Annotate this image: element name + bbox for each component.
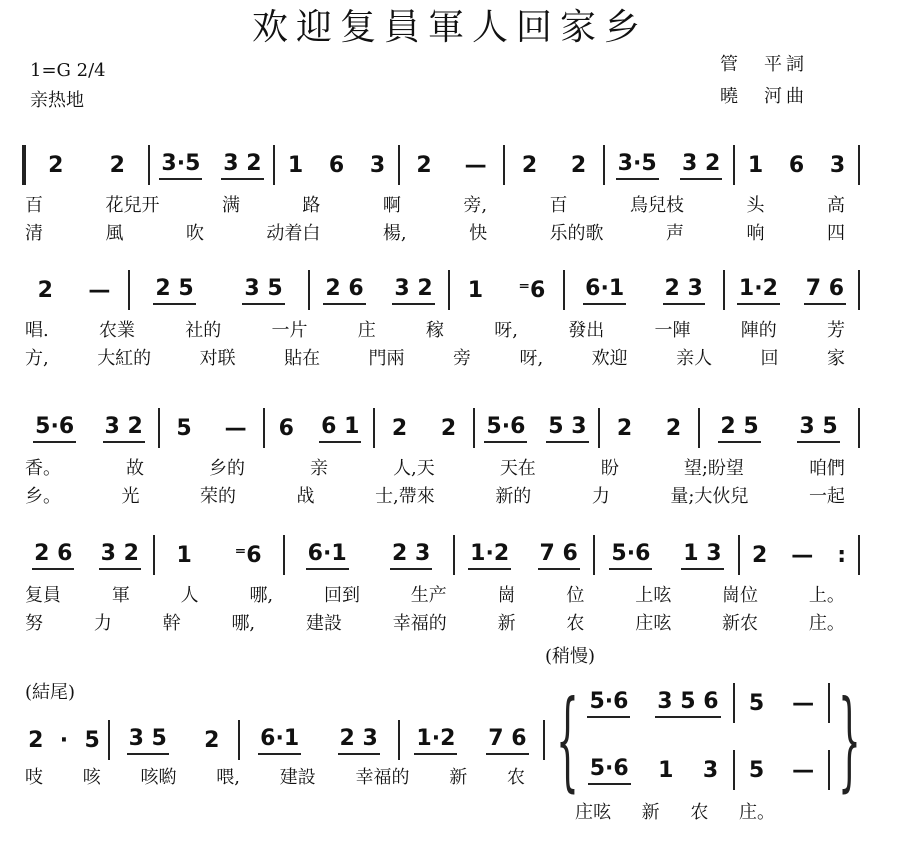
lyric-syllable: 唱. xyxy=(25,320,49,341)
note: 2 6 xyxy=(32,541,74,570)
song-title: 欢迎复員軍人回家乡 xyxy=(251,7,648,48)
note: 5 xyxy=(748,690,765,716)
note: 2 5 xyxy=(718,414,760,443)
note: 1·2 xyxy=(414,726,457,755)
measure xyxy=(600,408,700,448)
note: 3 5 xyxy=(127,726,169,755)
lyric-syllable: 貼在 xyxy=(284,348,321,369)
lyric-syllable: 光 xyxy=(121,486,140,507)
note: 3 2 xyxy=(221,151,263,180)
note: 2 xyxy=(204,727,220,753)
note: 2 3 xyxy=(663,276,705,305)
lyric-syllable: 声 xyxy=(666,223,685,244)
lyric-syllable: 高 xyxy=(826,195,845,216)
lyric-syllable: 快 xyxy=(469,223,488,244)
note: — xyxy=(792,757,815,783)
lyric-syllable: 农 xyxy=(690,802,709,823)
note: — xyxy=(224,415,247,441)
measure xyxy=(130,270,310,310)
note: 3 5 xyxy=(242,276,284,305)
measure xyxy=(595,535,740,575)
lyric-syllable: 头 xyxy=(746,195,765,216)
lyric-syllable: 百 xyxy=(25,195,43,216)
lyrics-line xyxy=(575,802,775,824)
note: 7 6 xyxy=(804,276,846,305)
lyric-syllable: 幸福的 xyxy=(355,767,410,788)
lyric-syllable: 对联 xyxy=(199,348,236,369)
note: 3·5 xyxy=(616,151,659,180)
note: 3 xyxy=(829,152,846,178)
lyric-syllable: 新 xyxy=(497,613,516,634)
measure xyxy=(605,145,735,185)
measure xyxy=(475,408,600,448)
lyric-syllable: 四 xyxy=(826,223,845,244)
lyric-syllable: 呀, xyxy=(494,320,518,341)
lyric-syllable: 方, xyxy=(25,348,49,369)
lyric-syllable: 动着白 xyxy=(266,223,321,244)
note: 1 xyxy=(467,277,483,303)
note: 5 xyxy=(748,757,765,783)
lyric-syllable: 庄呟 xyxy=(575,802,611,823)
note: 1·2 xyxy=(468,541,511,570)
measure xyxy=(400,145,505,185)
note: 5·6 xyxy=(588,756,631,785)
note: 1 xyxy=(176,542,192,568)
lyric-syllable: 咳喲 xyxy=(140,767,177,788)
lyrics-line xyxy=(25,458,845,480)
lyric-syllable: 响 xyxy=(746,223,765,244)
lyrics-line xyxy=(25,585,845,607)
measure xyxy=(735,750,830,790)
lyric-syllable: 一片 xyxy=(271,320,308,341)
measure xyxy=(310,270,450,310)
note: 3 2 xyxy=(99,541,141,570)
lyric-syllable: 哪, xyxy=(249,585,274,606)
tempo-marking: 亲热地 xyxy=(30,90,84,111)
measure xyxy=(575,750,735,790)
lyrics-line xyxy=(25,320,845,342)
note: 1 xyxy=(287,152,304,178)
note: 2 xyxy=(416,152,432,178)
lyric-syllable: 乡。 xyxy=(25,486,61,507)
lyric-syllable: 人 xyxy=(180,585,199,606)
note: 6 xyxy=(788,152,805,178)
lyric-syllable: 旁, xyxy=(463,195,488,216)
left-brace: { xyxy=(556,681,579,804)
lyric-syllable: 农 xyxy=(566,613,585,634)
lyric-syllable: 吱 xyxy=(25,767,43,788)
lyric-syllable: 呀, xyxy=(519,348,544,369)
lyric-syllable: 清 xyxy=(25,223,43,244)
note: — xyxy=(88,277,111,303)
lyric-syllable: 家 xyxy=(827,348,845,369)
note: 2 xyxy=(440,415,457,441)
lyric-syllable: 满 xyxy=(221,195,240,216)
lyric-syllable: 啊 xyxy=(382,195,401,216)
note: 7 6 xyxy=(486,726,528,755)
lyric-syllable: 建設 xyxy=(279,767,316,788)
measure xyxy=(265,408,375,448)
note: 1·2 xyxy=(737,276,780,305)
note: 2 xyxy=(751,542,768,568)
lyric-syllable: 人,天 xyxy=(393,458,435,479)
note: 1 xyxy=(747,152,764,178)
notation-row xyxy=(0,408,900,448)
note: 1 xyxy=(658,757,674,783)
ending-label: (結尾) xyxy=(25,682,76,703)
note: 6·1 xyxy=(583,276,626,305)
lyric-syllable: 咱們 xyxy=(808,458,845,479)
lyric-syllable: 香。 xyxy=(25,458,61,479)
measure xyxy=(150,145,275,185)
measure xyxy=(25,145,150,185)
lyric-syllable: 亲 xyxy=(310,458,329,479)
note: · xyxy=(59,727,69,753)
measure xyxy=(20,535,155,575)
note: 5·6 xyxy=(484,414,527,443)
note: 1 3 xyxy=(681,541,723,570)
lyric-syllable: 軍 xyxy=(111,585,130,606)
lyric-syllable: 大紅的 xyxy=(97,348,152,369)
note: 3 2 xyxy=(103,414,145,443)
lyric-syllable: 崗位 xyxy=(722,585,759,606)
lyric-syllable: 荣的 xyxy=(200,486,237,507)
lyric-syllable: 庄。 xyxy=(808,613,845,634)
measure xyxy=(20,270,130,310)
note: ⁼6 xyxy=(234,542,262,568)
lyric-syllable: 哪, xyxy=(231,613,256,634)
lyric-syllable: 回到 xyxy=(323,585,360,606)
lyric-syllable: 新农 xyxy=(722,613,759,634)
lyric-syllable: 量;大伙兒 xyxy=(670,486,749,507)
lyrics-line xyxy=(25,613,845,635)
note: 2 xyxy=(391,415,408,441)
lyric-syllable: 陣的 xyxy=(740,320,777,341)
lyric-syllable: 路 xyxy=(302,195,321,216)
note: 3 2 xyxy=(680,151,722,180)
lyric-syllable: 社的 xyxy=(185,320,222,341)
lyric-syllable: 望;盼望 xyxy=(683,458,744,479)
lyric-syllable: 新的 xyxy=(495,486,532,507)
note: 3 5 xyxy=(797,414,839,443)
lyrics-line xyxy=(25,223,845,245)
lyric-syllable: 幹 xyxy=(162,613,181,634)
right-brace: } xyxy=(838,681,861,804)
lyric-syllable: 新 xyxy=(641,802,660,823)
lyric-syllable: 农 xyxy=(506,767,525,788)
note: 3 xyxy=(702,757,719,783)
lyric-syllable: 庄呟 xyxy=(635,613,672,634)
lyric-syllable: 一起 xyxy=(808,486,845,507)
lyric-syllable: 楊, xyxy=(382,223,407,244)
note: 2 6 xyxy=(323,276,365,305)
lyric-syllable: 鳥兒枝 xyxy=(630,195,685,216)
lyric-syllable: 农業 xyxy=(98,320,135,341)
note: 2 3 xyxy=(338,726,380,755)
notation-row xyxy=(0,750,900,790)
lyric-syllable: 喂, xyxy=(216,767,240,788)
note: 2 xyxy=(28,727,44,753)
note: : xyxy=(837,542,846,568)
lyricist-credit: 管 平詞 xyxy=(720,54,808,75)
note: 2 3 xyxy=(390,541,432,570)
note: 5 xyxy=(84,727,100,753)
lyric-syllable: 战 xyxy=(296,486,315,507)
composer-credit: 曉 河曲 xyxy=(720,86,808,107)
note: 2 xyxy=(521,152,538,178)
lyric-syllable: 上呟 xyxy=(635,585,672,606)
note: 5·6 xyxy=(609,541,652,570)
lyric-syllable: 風 xyxy=(105,223,124,244)
measure xyxy=(450,270,565,310)
note: 3 xyxy=(369,152,386,178)
lyric-syllable: 士,帶來 xyxy=(375,486,435,507)
measure xyxy=(725,270,860,310)
lyric-syllable: 百 xyxy=(549,195,568,216)
lyrics-line xyxy=(25,486,845,508)
lyric-syllable: 力 xyxy=(93,613,112,634)
note: 6 xyxy=(278,415,294,441)
lyric-syllable: 一陣 xyxy=(654,320,691,341)
lyric-syllable: 崗 xyxy=(497,585,516,606)
slow-marking: (稍慢) xyxy=(545,646,596,667)
lyric-syllable: 發出 xyxy=(568,320,605,341)
note: 2 xyxy=(109,152,125,178)
measure xyxy=(285,535,455,575)
lyric-syllable: 旁 xyxy=(453,348,471,369)
lyric-syllable: 努 xyxy=(25,613,43,634)
note: 5·6 xyxy=(587,689,630,718)
measure xyxy=(735,145,860,185)
measure xyxy=(275,145,400,185)
lyric-syllable: 上。 xyxy=(808,585,845,606)
note: 5 3 xyxy=(546,414,588,443)
measure xyxy=(20,408,160,448)
lyric-syllable: 盼 xyxy=(600,458,619,479)
note: — xyxy=(792,690,815,716)
lyric-syllable: 門兩 xyxy=(368,348,405,369)
measure xyxy=(505,145,605,185)
notation-row xyxy=(0,683,900,723)
measure xyxy=(455,535,595,575)
note: — xyxy=(791,542,814,568)
note: 7 6 xyxy=(538,541,580,570)
measure xyxy=(575,683,735,723)
note: 6·1 xyxy=(258,726,301,755)
lyric-syllable: 吹 xyxy=(185,223,204,244)
note: 3 2 xyxy=(392,276,434,305)
notation-row xyxy=(0,270,900,310)
lyrics-line xyxy=(25,195,845,217)
lyric-syllable: 乐的歌 xyxy=(549,223,604,244)
note: 2 xyxy=(570,152,587,178)
lyric-syllable: 花兒开 xyxy=(105,195,160,216)
measure xyxy=(735,683,830,723)
lyric-syllable: 位 xyxy=(566,585,585,606)
note: 2 xyxy=(616,415,633,441)
note: 2 xyxy=(37,277,53,303)
note: 5 xyxy=(176,415,192,441)
measure xyxy=(375,408,475,448)
note: 2 xyxy=(48,152,64,178)
lyric-syllable: 回 xyxy=(760,348,779,369)
lyric-syllable: 故 xyxy=(126,458,145,479)
lyric-syllable: 天在 xyxy=(499,458,536,479)
notation-row xyxy=(0,535,900,575)
lyric-syllable: 建設 xyxy=(305,613,342,634)
lyric-syllable: 幸福的 xyxy=(392,613,447,634)
repeat-start xyxy=(22,145,32,185)
lyric-syllable: 芳 xyxy=(826,320,845,341)
lyric-syllable: 亲人 xyxy=(676,348,713,369)
note: 6·1 xyxy=(306,541,349,570)
note: 6 1 xyxy=(319,414,361,443)
lyric-syllable: 复員 xyxy=(25,585,61,606)
lyric-syllable: 咳 xyxy=(82,767,101,788)
lyric-syllable: 生产 xyxy=(410,585,447,606)
lyric-syllable: 乡的 xyxy=(209,458,246,479)
note: 5·6 xyxy=(33,414,76,443)
measure xyxy=(155,535,285,575)
note: 6 xyxy=(328,152,345,178)
lyric-syllable: 庄 xyxy=(357,320,376,341)
note: 2 5 xyxy=(153,276,195,305)
measure xyxy=(160,408,265,448)
lyrics-line xyxy=(25,348,845,370)
key-signature: 1=G 2/4 xyxy=(30,60,106,81)
measure xyxy=(700,408,860,448)
notation-row xyxy=(0,145,900,185)
note: 3 5 6 xyxy=(655,689,720,718)
note: ⁼6 xyxy=(518,277,546,303)
note: 3·5 xyxy=(159,151,202,180)
lyric-syllable: 新 xyxy=(449,767,468,788)
note: 2 xyxy=(665,415,682,441)
lyric-syllable: 力 xyxy=(591,486,610,507)
lyric-syllable: 庄。 xyxy=(738,802,775,823)
note: — xyxy=(464,152,487,178)
lyric-syllable: 欢迎 xyxy=(591,348,628,369)
measure xyxy=(740,535,860,575)
lyric-syllable: 稼 xyxy=(425,320,444,341)
measure xyxy=(565,270,725,310)
